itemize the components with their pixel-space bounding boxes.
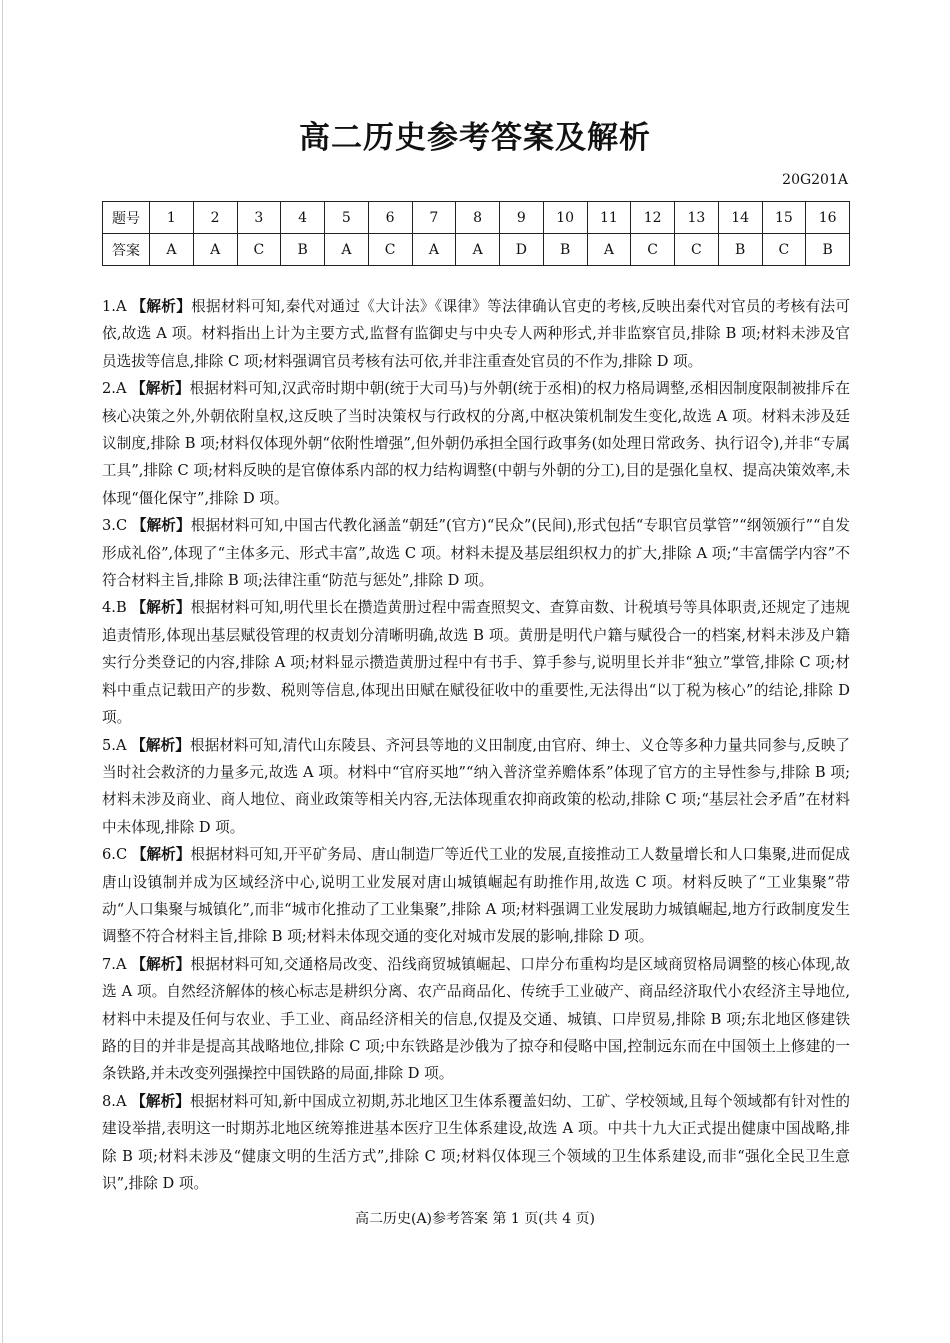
item-number: 3.: [102, 517, 116, 535]
analysis-tag: 【解析】: [131, 517, 191, 535]
item-number: 2.: [102, 380, 116, 398]
paper-code: 20G201A: [782, 172, 848, 188]
analysis-item: [102, 594, 850, 731]
item-answer: A: [115, 955, 127, 973]
answer-cell: A: [587, 234, 631, 266]
analysis-text: 根据材料可知,清代山东陵县、齐河县等地的义田制度,由官府、绅士、义仓等多种力量共同参与,反映了当时社会救济的力量多元,故选 A 项。材料中“官府买地”“纳入普济堂养赡体系”体现了官方的主导性参与,排除 B 项;材料未涉及商业、商人地位、商业政策等相关内容,无法体现重农抑商政策的松动,排除 C 项;“基层社会矛盾”在材料中未体现,排除 D 项。: [102, 736, 851, 836]
question-number-cell: 10: [543, 202, 587, 234]
analysis-item: [102, 732, 850, 842]
question-number-row: [103, 202, 850, 234]
question-number-cell: 16: [806, 202, 850, 234]
question-number-cell: 6: [368, 202, 412, 234]
question-number-cell: 14: [718, 202, 762, 234]
answer-cell: A: [412, 234, 456, 266]
question-number-cell: 8: [456, 202, 500, 234]
analysis-tag: 【解析】: [131, 380, 190, 398]
analysis-text: 根据材料可知,秦代对通过《大计法》《课律》等法律确认官吏的考核,反映出秦代对官员的考核有法可依,故选 A 项。材料指出上计为主要方式,监督有监御史与中央专人两种形式,并非监察官员,排除 B 项;材料未涉及官员选拔等信息,排除 C 项;材料强调官员考核有法可依,并非注重查处官员的不作为,排除 D 项。: [102, 298, 850, 370]
analysis-text: 根据材料可知,明代里长在攒造黄册过程中需查照契文、查算亩数、计税填号等具体职责,还规定了违规追责情形,体现出基层赋役管理的权责划分清晰明确,故选 B 项。黄册是明代户籍与赋役合一的档案,材料未涉及户籍实行分类登记的内容,排除 A 项;材料显示攒造黄册过程中有书手、算手参与,说明里长并非“独立”掌管,排除 C 项;材料中重点记载田产的步数、税则等信息,体现出田赋在赋役征收中的重要性,无法得出“以丁税为核心”的结论,排除 D 项。: [102, 599, 850, 727]
analysis-tag: 【解析】: [131, 1092, 190, 1110]
question-number-cell: 9: [500, 202, 544, 234]
question-number-cell: 5: [325, 202, 369, 234]
analysis-tag: 【解析】: [131, 846, 191, 864]
page-title: 高二历史参考答案及解析: [299, 120, 651, 156]
analysis-item: [102, 951, 850, 1088]
item-answer: A: [115, 298, 127, 315]
answer-cell: C: [631, 234, 675, 266]
row-label-answer: 答案: [103, 234, 150, 266]
scan-edge-line: [2, 0, 3, 1343]
item-number: 6.: [102, 846, 116, 864]
question-number-cell: 7: [412, 202, 456, 234]
analysis-list: [102, 293, 850, 1197]
row-label-number: 题号: [103, 202, 150, 234]
item-answer: A: [115, 736, 127, 754]
question-number-cell: 4: [281, 202, 325, 234]
question-number-cell: 12: [631, 202, 675, 234]
analysis-item: [102, 512, 850, 594]
analysis-tag: 【解析】: [131, 736, 190, 754]
analysis-text: 根据材料可知,交通格局改变、沿线商贸城镇崛起、口岸分布重构均是区域商贸格局调整的核心体现,故选 A 项。自然经济解体的核心标志是耕织分离、农产品商品化、传统手工业破产、商品经济取代小农经济主导地位,材料中未提及任何与农业、手工业、商品经济相关的信息,仅提及交通、城镇、口岸贸易,排除 B 项;东北地区修建铁路的目的并非是提高其战略地位,排除 C 项;中东铁路是沙俄为了掠夺和侵略中国,控制远东而在中国领土上修建的一条铁路,并未改变列强操控中国铁路的局面,排除 D 项。: [102, 955, 850, 1083]
analysis-item: [102, 293, 850, 375]
answer-cell: B: [806, 234, 850, 266]
question-number-cell: 13: [675, 202, 719, 234]
question-number-cell: 11: [587, 202, 631, 234]
item-answer: C: [115, 846, 128, 864]
item-answer: A: [115, 380, 127, 398]
question-number-cell: 2: [193, 202, 237, 234]
item-number: 4.: [102, 599, 116, 617]
analysis-tag: 【解析】: [131, 298, 192, 315]
analysis-text: 根据材料可知,中国古代教化涵盖“朝廷”(官方)“民众”(民间),形式包括“专职官员掌管”“纲领颁行”“自发形成礼俗”,体现了“主体多元、形式丰富”,故选 C 项。材料未提及基层组织权力的扩大,排除 A 项;“丰富儒学内容”不符合材料主旨,排除 B 项;法律注重“防范与惩处”,排除 D 项。: [102, 517, 850, 590]
answer-cell: A: [456, 234, 500, 266]
analysis-item: [102, 375, 850, 512]
answer-cell: B: [281, 234, 325, 266]
answer-cell: B: [718, 234, 762, 266]
answer-cell: A: [193, 234, 237, 266]
answer-row: [103, 234, 850, 266]
page-footer: 高二历史(A)参考答案 第 1 页(共 4 页): [354, 1211, 596, 1227]
analysis-tag: 【解析】: [131, 955, 191, 973]
item-number: 8.: [102, 1092, 116, 1110]
answer-cell: C: [237, 234, 281, 266]
analysis-item: [102, 841, 850, 951]
item-answer: B: [115, 599, 127, 617]
answer-cell: C: [762, 234, 806, 266]
answer-cell: B: [543, 234, 587, 266]
answer-cell: D: [500, 234, 544, 266]
item-answer: A: [115, 1092, 127, 1110]
item-number: 1.: [102, 298, 116, 315]
item-number: 7.: [102, 955, 116, 973]
question-number-cell: 3: [237, 202, 281, 234]
answer-cell: C: [675, 234, 719, 266]
question-number-cell: 15: [762, 202, 806, 234]
answer-cell: C: [368, 234, 412, 266]
answer-cell: A: [150, 234, 194, 266]
item-answer: C: [115, 517, 128, 535]
item-number: 5.: [102, 736, 116, 754]
analysis-item: [102, 1088, 850, 1198]
analysis-text: 根据材料可知,汉武帝时期中朝(统于大司马)与外朝(统于丞相)的权力格局调整,丞相因制度限制被排斥在核心决策之外,外朝依附皇权,这反映了当时决策权与行政权的分离,中枢决策机制发生变化,故选 A 项。材料未涉及廷议制度,排除 B 项;材料仅体现外朝“依附性增强”,但外朝仍承担全国行政事务(如处理日常政务、执行诏令),并非“专属工具”,排除 C 项;材料反映的是官僚体系内部的权力结构调整(中朝与外朝的分工),目的是强化皇权、提高决策效率,未体现“僵化保守”,排除 D 项。: [102, 380, 850, 507]
analysis-tag: 【解析】: [131, 599, 191, 617]
analysis-text: 根据材料可知,新中国成立初期,苏北地区卫生体系覆盖妇幼、工矿、学校领域,且每个领域都有针对性的建设举措,表明这一时期苏北地区统筹推进基本医疗卫生体系建设,故选 A 项。中共十九大正式提出健康中国战略,排除 B 项;材料未涉及“健康文明的生活方式”,排除 C 项;材料仅体现三个领域的卫生体系建设,而非“强化全民卫生意识”,排除 D 项。: [102, 1092, 851, 1192]
analysis-text: 根据材料可知,开平矿务局、唐山制造厂等近代工业的发展,直接推动工人数量增长和人口集聚,进而促成唐山设镇制并成为区域经济中心,说明工业发展对唐山城镇崛起有助推作用,故选 C 项。材料反映了“工业集聚”带动“人口集聚与城镇化”,而非“城市化推动了工业集聚”,排除 A 项;材料强调工业发展助力城镇崛起,地方行政制度发生调整不符合材料主旨,排除 B 项;材料未体现交通的变化对城市发展的影响,排除 D 项。: [102, 846, 851, 946]
question-number-cell: 1: [150, 202, 194, 234]
answer-table: [102, 201, 850, 266]
answer-cell: A: [325, 234, 369, 266]
